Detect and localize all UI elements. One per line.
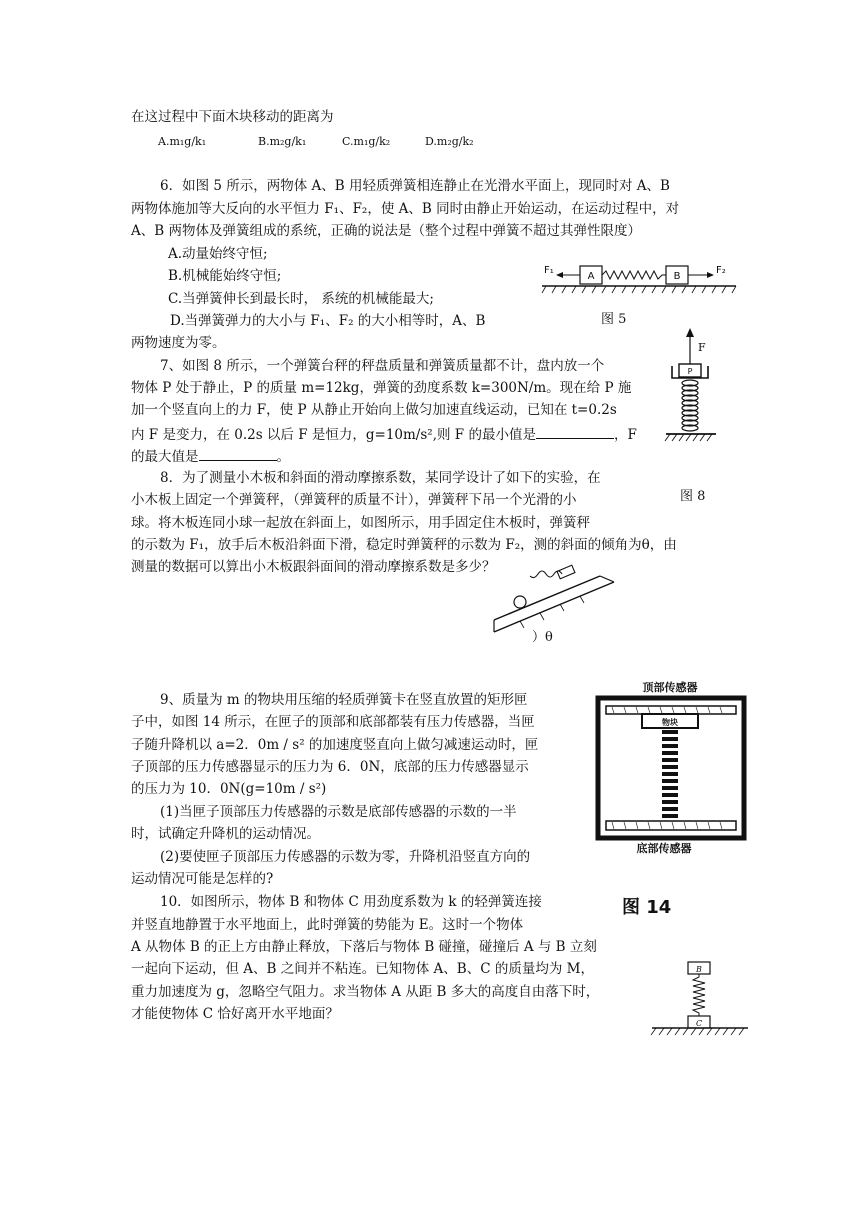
q10-line-2: 并竖直地静置于水平地面上，此时弹簧的势能为 E。这时一个物体 (131, 917, 524, 933)
q7-line-4-end: ，F (613, 427, 637, 443)
block-label: 物块 (662, 718, 678, 727)
figure-14-diagram (592, 676, 752, 856)
bottom-sensor-label: 底部传感器 (636, 842, 692, 855)
figure-8-diagram (660, 324, 720, 454)
q9-line-2: 子中，如图 14 所示，在匣子的顶部和底部都装有压力传感器，当匣 (131, 714, 535, 730)
q6-option-a: A.动量始终守恒; (168, 246, 268, 262)
bottom-sensor (606, 821, 736, 830)
q9-line-6: (1)当匣子顶部压力传感器的示数是底部传感器的示数的一半 (160, 804, 517, 820)
label-c: C (695, 1019, 703, 1028)
label-a: A (587, 271, 595, 282)
label-f: F (698, 341, 706, 354)
label-p: P (687, 367, 693, 376)
q7-line-4-text: 内 F 是变力，在 0.2s 以后 F 是恒力，g=10m/s²,则 F 的最小值是 (131, 427, 536, 443)
q5-stem: 在这过程中下面木块移动的距离为 (131, 109, 334, 125)
figure-5-caption: 图 5 (601, 312, 627, 327)
q5-option-c: C.m₁g/k₂ (342, 135, 391, 148)
q7-min-answer-blank (536, 424, 614, 439)
label-f1: F₁ (544, 265, 554, 276)
q10-line-1: 10．如图所示，物体 B 和物体 C 用劲度系数为 k 的轻弹簧连接 (160, 894, 542, 910)
q9-line-1: 9、质量为 m 的物块用压缩的轻质弹簧卡在竖直放置的矩形匣 (160, 692, 528, 708)
q8-line-5: 测量的数据可以算出小木板跟斜面间的滑动摩擦系数是多少？ (131, 559, 496, 575)
q9-line-7: 时，试确定升降机的运动情况。 (131, 826, 320, 842)
q6-line-1: 6．如图 5 所示，两物体 A、B 用轻质弹簧相连静止在光滑水平面上，现同时对 A、B (160, 178, 670, 194)
q9-line-8: (2)要使匣子顶部压力传感器的示数为零，升降机沿竖直方向的 (160, 849, 531, 865)
q6-line-2: 两物体施加等大反向的水平恒力 F₁、F₂，使 A、B 同时由静止开始运动，在运动过程中，对 (131, 201, 680, 217)
spring (602, 271, 666, 279)
figure-5-diagram (540, 260, 740, 296)
q7-line-5-end: 。 (276, 449, 290, 465)
q7-line-1: 7、如图 8 所示，一个弹簧台秤的秤盘质量和弹簧质量都不计，盘内放一个 (160, 358, 605, 374)
q8-line-2: 小木板上固定一个弹簧秤，（弹簧秤的质量不计），弹簧秤下吊一个光滑的小 (131, 492, 577, 508)
q8-line-3: 球。将木板连同小球一起放在斜面上，如图所示，用手固定住木板时，弹簧秤 (131, 515, 590, 531)
q10-diagram (650, 958, 750, 1038)
spring (693, 974, 705, 1016)
q9-line-9: 运动情况可能是怎样的? (131, 871, 274, 887)
q9-line-4: 子顶部的压力传感器显示的压力为 6．0N，底部的压力传感器显示 (131, 759, 529, 775)
q5-option-d: D.m₂g/k₂ (425, 135, 474, 148)
q8-line-1: 8．为了测量小木板和斜面的滑动摩擦系数，某同学设计了如下的实验，在 (160, 470, 601, 486)
q6-line-3: A、B 两物体及弹簧组成的系统，正确的说法是（整个过程中弹簧不超过其弹性限度） (131, 223, 641, 239)
label-b: B (696, 965, 702, 974)
q6-option-c: C.当弹簧伸长到最长时， 系统的机械能最大; (168, 291, 434, 307)
label-b: B (673, 271, 681, 282)
q9-line-5: 的压力为 10．0N(g=10m / s²) (131, 781, 327, 797)
q5-option-b: B.m₂g/k₁ (258, 135, 307, 148)
q7-line-3: 加一个竖直向上的力 F，使 P 从静止开始向上做匀加速直线运动，已知在 t=0.2s (131, 402, 617, 418)
q6-option-d: D.当弹簧弹力的大小与 F₁、F₂ 的大小相等时，A、B (170, 313, 486, 329)
q6-option-b: B.机械能始终守恒; (168, 268, 282, 284)
q10-line-5: 重力加速度为 g，忽略空气阻力。求当物体 A 从距 B 多大的高度自由落下时， (131, 984, 600, 1000)
top-sensor-label: 顶部传感器 (642, 681, 698, 694)
q10-line-6: 才能使物体 C 恰好离开水平地面？ (131, 1006, 339, 1022)
q10-line-3: A 从物体 B 的正上方由静止释放，下落后与物体 B 碰撞，碰撞后 A 与 B 立刻 (131, 939, 597, 955)
q6-tail: 两物速度为零。 (131, 335, 226, 351)
top-sensor (606, 706, 736, 714)
q7-line-2: 物体 P 处于静止，P 的质量 m=12kg，弹簧的劲度系数 k=300N/m。现在给 P 施 (131, 380, 632, 396)
incline-diagram (490, 560, 620, 640)
q9-line-3: 子随升降机以 a=2．0m / s² 的加速度竖直向上做匀减速运动时，匣 (131, 737, 539, 753)
angle-label: ）θ (532, 630, 553, 645)
figure-8-caption: 图 8 (680, 489, 706, 504)
q7-line-5-text: 的最大值是 (131, 449, 199, 465)
label-f2: F₂ (716, 265, 726, 276)
q7-line-5 (131, 446, 290, 466)
q5-option-a: A.m₁g/k₁ (158, 135, 207, 148)
figure-14-caption: 图 14 (622, 897, 672, 918)
q7-line-4 (131, 424, 637, 444)
q8-line-4: 的示数为 F₁，放手后木板沿斜面下滑，稳定时弹簧秤的示数为 F₂，测的斜面的倾角为θ，由 (131, 537, 677, 553)
ball (514, 596, 526, 608)
q10-line-4: 一起向下运动，但 A、B 之间并不粘连。已知物体 A、B、C 的质量均为 M， (131, 961, 594, 977)
q7-max-answer-blank (199, 446, 277, 461)
